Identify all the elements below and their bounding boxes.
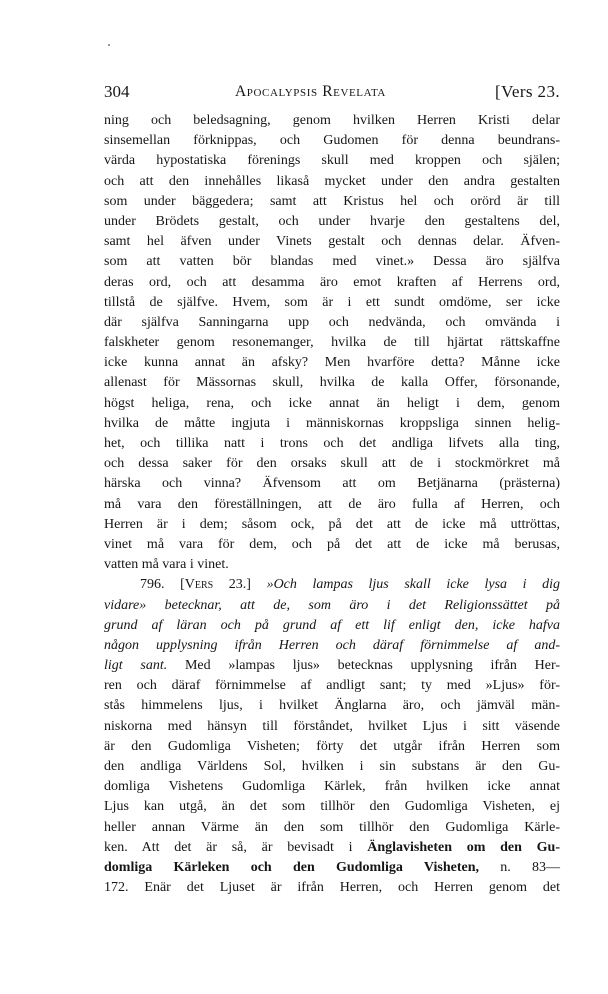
page-number: 304 (104, 82, 130, 101)
text-line: ning och beledsagning, genom hvilken Herren Kristi delar (104, 113, 560, 128)
text-line: och att den innehålles likaså mycket under den andra gestalten (104, 173, 560, 189)
text-line: vinet må vara för dem, och på det att de icke må berusas, (104, 536, 560, 552)
text-segment: n. 83— (500, 859, 560, 875)
text-line: heller annan Värme än den som tillhör den Gudomliga Kärle- (104, 819, 560, 835)
text-line: och dessa saker för den orsaks skull att de i stockmörkret må (104, 456, 560, 472)
text-line: högst heliga, rena, och icke annat än heligt i dem, genom (104, 395, 560, 411)
text-line: under Brödets gestalt, och under hvarje den gestaltens del, (104, 213, 560, 229)
text-line: härska och vinna? Äfvensom att om Betjänarna (prästerna) (104, 476, 560, 492)
text-line: stås himmelens ljus, i hvilket Änglarna äro, och jämväl män- (104, 698, 560, 714)
verse-citation: [Vers 23.] (180, 577, 251, 593)
text-line: som under bäggedera; samt att Kristus hel och orörd är till (104, 193, 560, 209)
text-line: vidare» betecknar, att de, som äro i det Religionssättet på (104, 597, 560, 613)
text-line: domliga Vishetens Gudomliga Kärlek, från hvilken icke annat (104, 779, 560, 795)
verse-reference: [Vers 23. (495, 82, 560, 101)
paragraph-796-start (104, 575, 560, 595)
text-line: värda hypostatiska förenings skull med kroppen och själen; (104, 153, 560, 169)
running-title: Apocalypsis Revelata (235, 83, 386, 100)
text-line: där själfva Sanningarna upp och nedvända, och omvända i (104, 314, 560, 330)
text-line: som att vatten bör blandas med vinet.» Dessa äro själfva (104, 254, 560, 270)
italic-phrase: ligt sant. (104, 658, 168, 674)
work-title: domliga Kärleken och den Gudomliga Visheten, (104, 859, 479, 875)
quoted-verse: »Och lampas ljus skall icke lysa i dig (266, 577, 561, 593)
text-line: sinsemellan förknippas, och Gudomen för denna beundrans- (104, 133, 560, 149)
text-line (104, 656, 560, 676)
text-line: samt hel äfven under Vinets gestalt och dennas delar. Äfven- (104, 234, 560, 250)
text-line: den andliga Världens Sol, hvilken i sin substans är den Gu- (104, 759, 560, 774)
running-header (104, 80, 560, 104)
text-line: deras ord, och att desamma äro emot kraften af Herrens ord, (104, 274, 560, 290)
text-line: icke kunna annat än afsky? Men hvarföre detta? Månne icke (104, 355, 560, 371)
work-title: Änglavisheten om den Gu- (367, 839, 560, 855)
body-text (104, 111, 560, 898)
text-line: grund af läran och på grund af ett lif enligt den, icke hafva (104, 617, 560, 633)
text-segment: ken. Att det är så, är bevisadt i (104, 839, 353, 855)
text-line (104, 838, 560, 858)
text-line: någon upplysning ifrån Herren och däraf förnimmelse af and- (104, 637, 560, 653)
text-line: är den Gudomliga Visheten; förty det utgår ifrån Herren som (104, 738, 560, 754)
text-line: het, och tillika natt i trons och det andliga lifvets alla ting, (104, 436, 560, 451)
print-speck (108, 44, 110, 46)
paragraph-number: 796. (140, 577, 165, 593)
text-line (104, 858, 560, 878)
text-line: må vara den föreställningen, att de äro fulla af Herren, och (104, 496, 560, 512)
text-segment: Med »lampas ljus» betecknas upplysning ifrån Her- (184, 658, 561, 674)
text-line: Ljus kan utgå, än det som tillhör den Gudomliga Visheten, ej (104, 799, 560, 815)
text-line: hvilka de måtte ingjuta i människornas kroppsliga sinnen helig- (104, 415, 560, 431)
text-line: Herren är i dem; såsom ock, på det att de icke må uttröttas, (104, 516, 560, 532)
text-line: 172. Enär det Ljuset är ifrån Herren, och Herren genom det (104, 880, 560, 896)
text-line: allenast för Mässornas skull, hvilka de kalla Offer, försonande, (104, 375, 560, 391)
text-line: falskheter genom resonemanger, hvilka de till hjärtat rättskaffne (104, 335, 560, 351)
text-line: tillstå de själfve. Hvem, som är i ett sundt omdöme, ser icke (104, 294, 560, 310)
text-line: niskorna med hänsyn till förståndet, hvilket Ljus i sitt väsende (104, 718, 560, 734)
text-line: vatten må vara i vinet. (104, 557, 229, 573)
text-line: ren och däraf förnimmelse af andligt sant; ty med »Ljus» för- (104, 678, 560, 694)
